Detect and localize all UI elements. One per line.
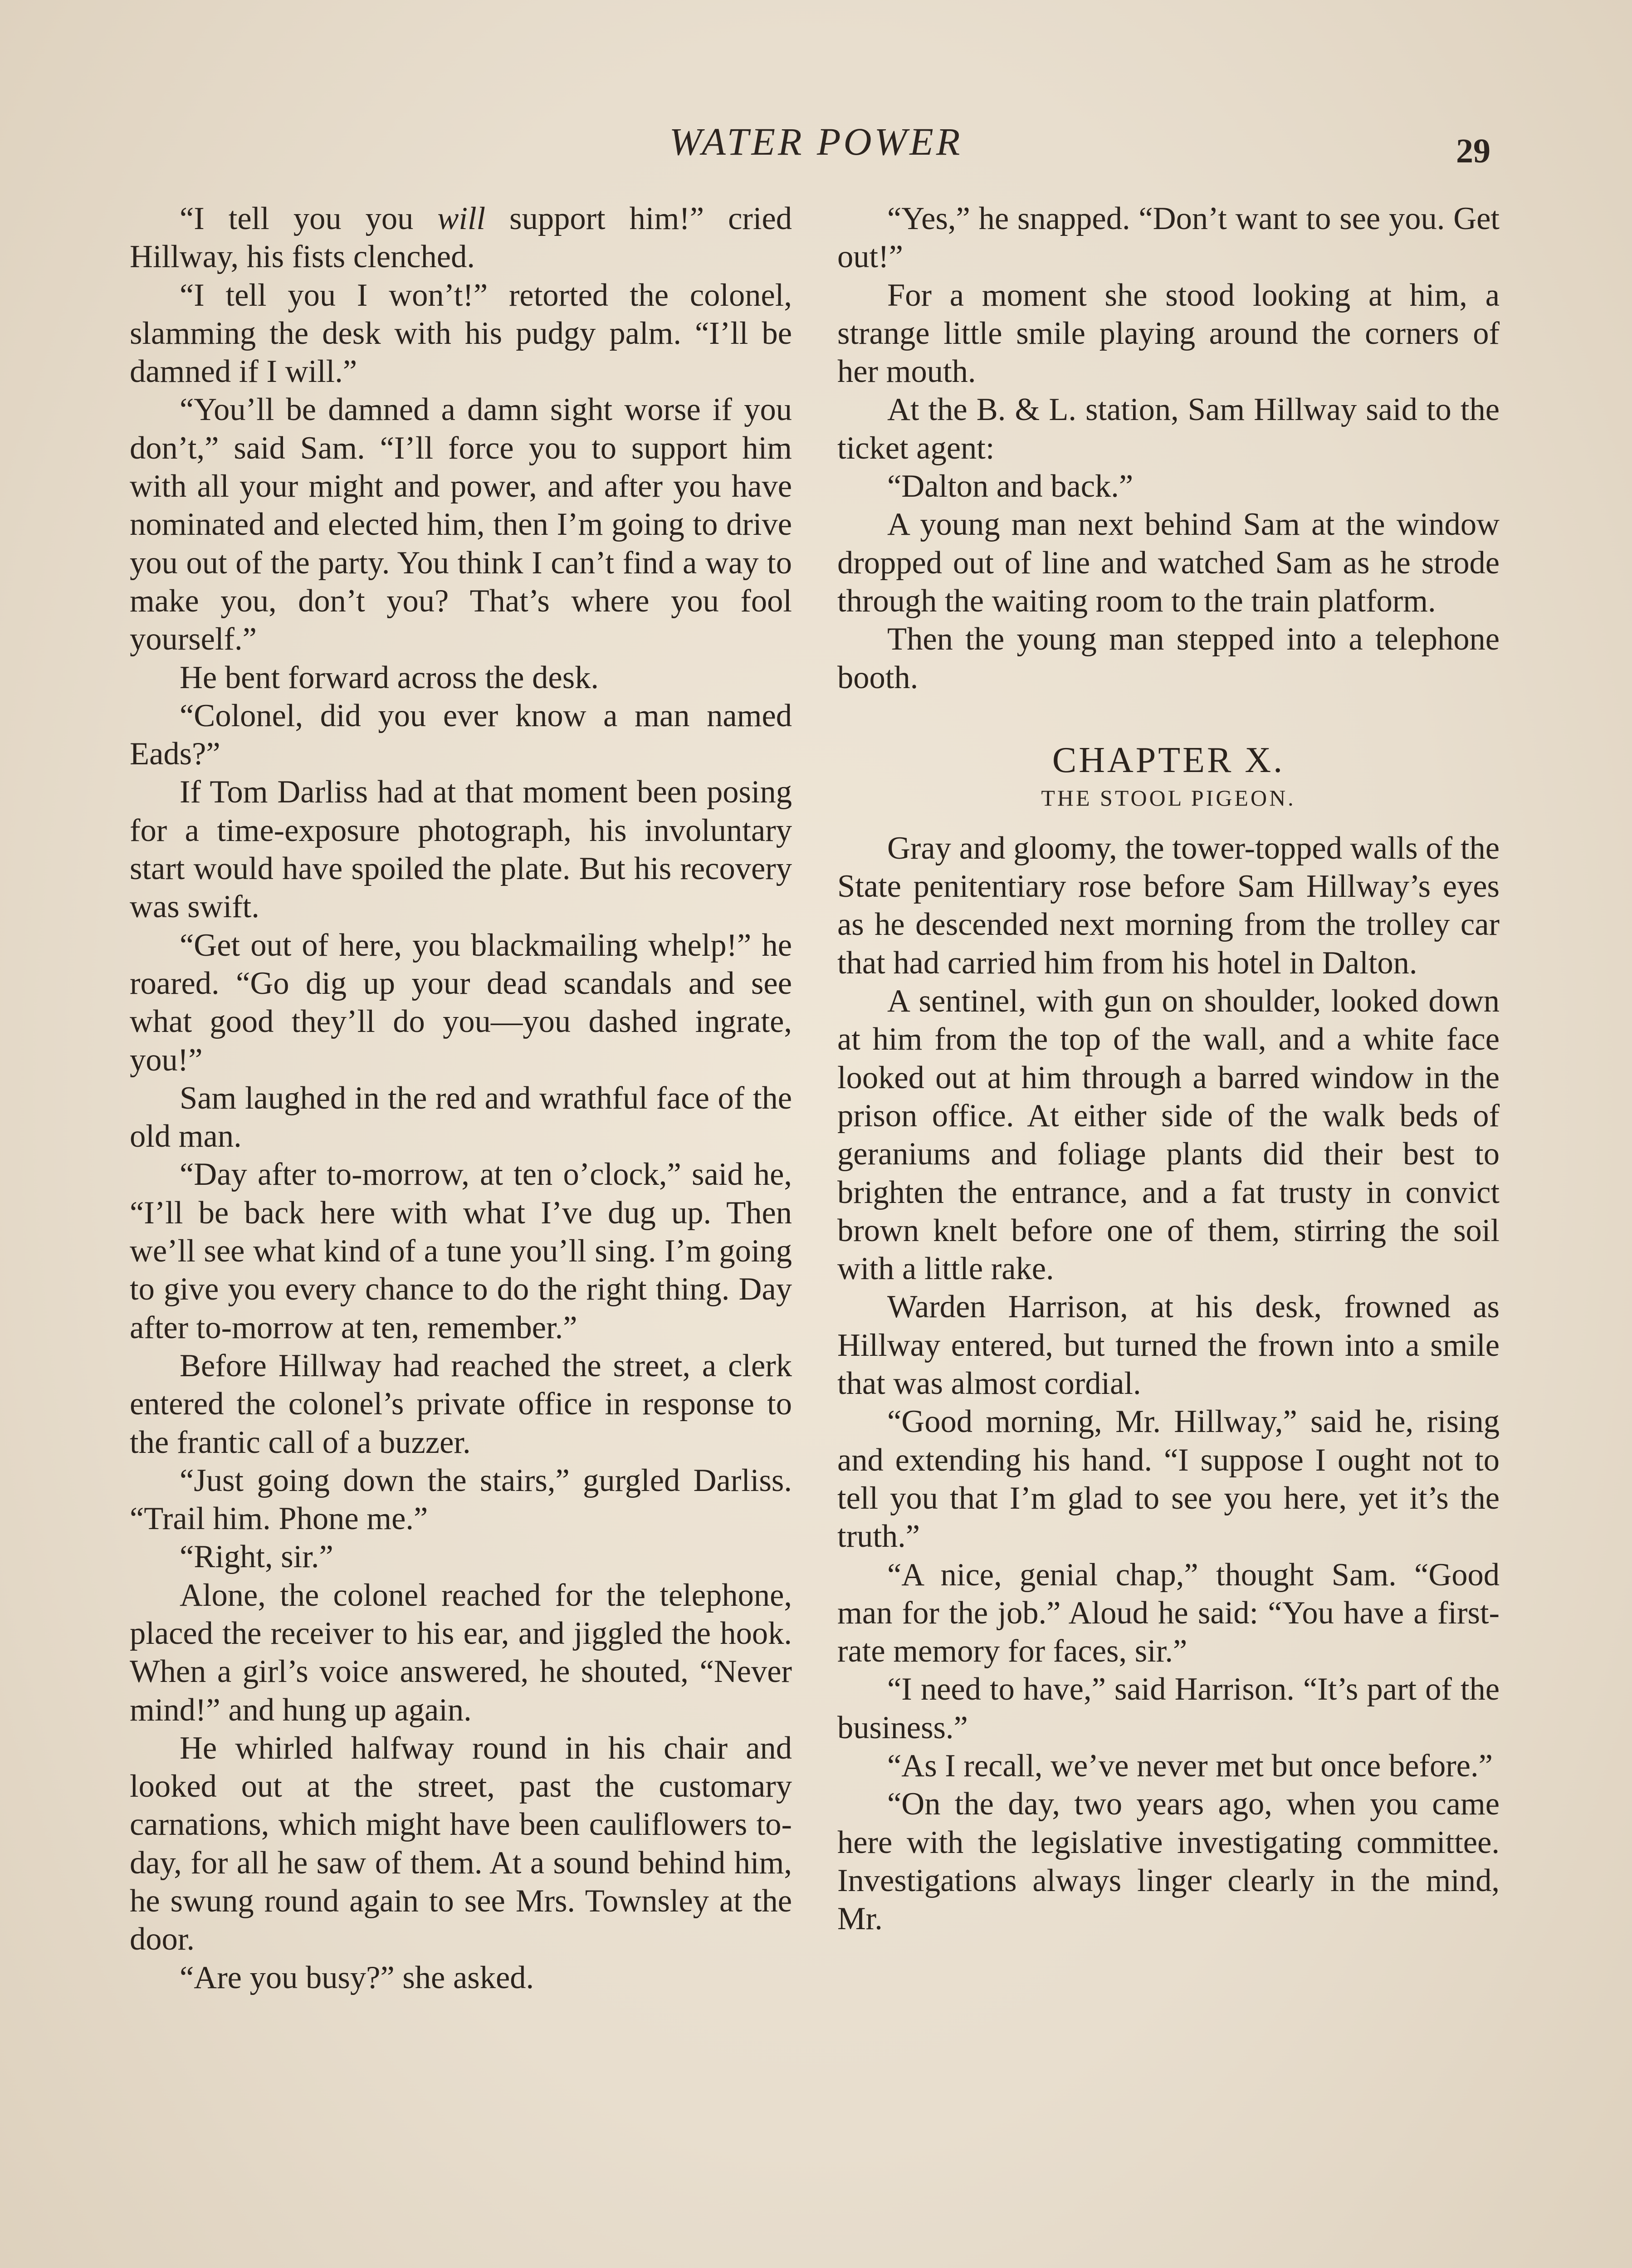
paragraph-text: support him!” cried Hillway, his fists clenched. [130, 201, 792, 275]
running-head: WATER POWER [669, 120, 963, 163]
paragraph: Then the young man stepped into a telephone booth. [837, 621, 1500, 695]
paragraph: “As I recall, we’ve never met but once before.” [887, 1748, 1493, 1784]
paragraph: He bent forward across the desk. [180, 660, 599, 695]
paragraph-text: “I tell you you [180, 201, 438, 236]
chapter-title: CHAPTER X. [1052, 740, 1285, 780]
paragraph: For a moment she stood looking at him, a strange little smile playing around the corners of her mouth. [837, 277, 1500, 390]
paragraph: “Get out of here, you blackmailing whelp!” he roared. “Go dig up your dead scandals and see what good they’ll do you—you dashed ingrate, you!” [130, 927, 792, 1078]
paragraph: “Are you busy?” she asked. [180, 1960, 534, 1995]
paragraph: “A nice, genial chap,” thought Sam. “Good man for the job.” Aloud he said: “You have a first-rate memory for faces, sir.” [837, 1557, 1500, 1669]
paragraph: “Dalton and back.” [887, 469, 1134, 504]
paragraph: “Colonel, did you ever know a man named Eads?” [130, 698, 792, 772]
paragraph: Alone, the colonel reached for the telephone, placed the receiver to his ear, and jiggled the hook. When a girl’s voice answered, he shouted, “Never mind!” and hung up again. [130, 1577, 792, 1728]
paragraph: Sam laughed in the red and wrathful face of the old man. [130, 1080, 792, 1154]
paragraph: A sentinel, with gun on shoulder, looked down at him from the top of the wall, and a white face looked out at him through a barred window in the prison office. At either side of the walk beds of geraniums and foliage plants did their best to brighten the entrance, and a fat trusty in convict brown knelt before one of them, stirring the soil with a little rake. [837, 983, 1500, 1287]
paragraph: A young man next behind Sam at the window dropped out of line and watched Sam as he strode through the waiting room to the train platform. [837, 507, 1500, 619]
paragraph: “Just going down the stairs,” gurgled Darliss. “Trail him. Phone me.” [130, 1462, 792, 1537]
paragraph: He whirled halfway round in his chair and looked out at the street, past the customary carnations, which might have been cauliflowers to-day, for all he saw of them. At a sound behind him, he swung round again to see Mrs. Townsley at the door. [130, 1730, 792, 1957]
paragraph: Warden Harrison, at his desk, frowned as Hillway entered, but turned the frown into a smile that was almost cordial. [837, 1289, 1500, 1402]
paragraph: “Day after to-morrow, at ten o’clock,” said he, “I’ll be back here with what I’ve dug up. Then we’ll see what kind of a tune you’ll sing. I’m going to give you every chance to do the right thing. Day after to-morrow at ten, remember.” [130, 1157, 792, 1345]
chapter-subtitle: THE STOOL PIGEON. [1041, 785, 1296, 811]
paragraph: If Tom Darliss had at that moment been posing for a time-exposure photograph, his involuntary start would have spoiled the plate. But his recovery was swift. [130, 774, 792, 925]
paragraph: “Yes,” he snapped. “Don’t want to see you. Get out!” [837, 201, 1500, 275]
page-number: 29 [1456, 132, 1490, 170]
paragraph: Gray and gloomy, the tower-topped walls of the State penitentiary rose before Sam Hillway’s eyes as he descended next morning from the trolley car that had carried him from his hotel in Dalton. [837, 830, 1500, 981]
paragraph: “Good morning, Mr. Hillway,” said he, rising and extending his hand. “I suppose I ought not to tell you that I’m glad to see you here, yet it’s the truth.” [837, 1404, 1500, 1554]
paragraph: Before Hillway had reached the street, a clerk entered the colonel’s private office in response to the frantic call of a buzzer. [130, 1348, 792, 1460]
left-column [130, 200, 792, 1997]
paragraph: At the B. & L. station, Sam Hillway said to the ticket agent: [837, 392, 1500, 466]
right-column [837, 200, 1500, 1938]
paragraph: “You’ll be damned a damn sight worse if you don’t,” said Sam. “I’ll force you to support him with all your might and power, and after you have nominated and elected him, then I’m going to drive you out of the party. You think I can’t find a way to make you, don’t you? That’s where you fool yourself.” [130, 392, 792, 657]
emphasis-text: will [437, 201, 486, 236]
paragraph: “Right, sir.” [180, 1539, 333, 1575]
paragraph: “I tell you I won’t!” retorted the colonel, slamming the desk with his pudgy palm. “I’ll be damned if I will.” [130, 277, 792, 390]
paragraph: “On the day, two years ago, when you came here with the legislative investigating committee. Investigations always linger clearly in the mind, Mr. [837, 1786, 1500, 1937]
paragraph: “I need to have,” said Harrison. “It’s part of the business.” [837, 1672, 1500, 1745]
paragraph [130, 200, 792, 276]
